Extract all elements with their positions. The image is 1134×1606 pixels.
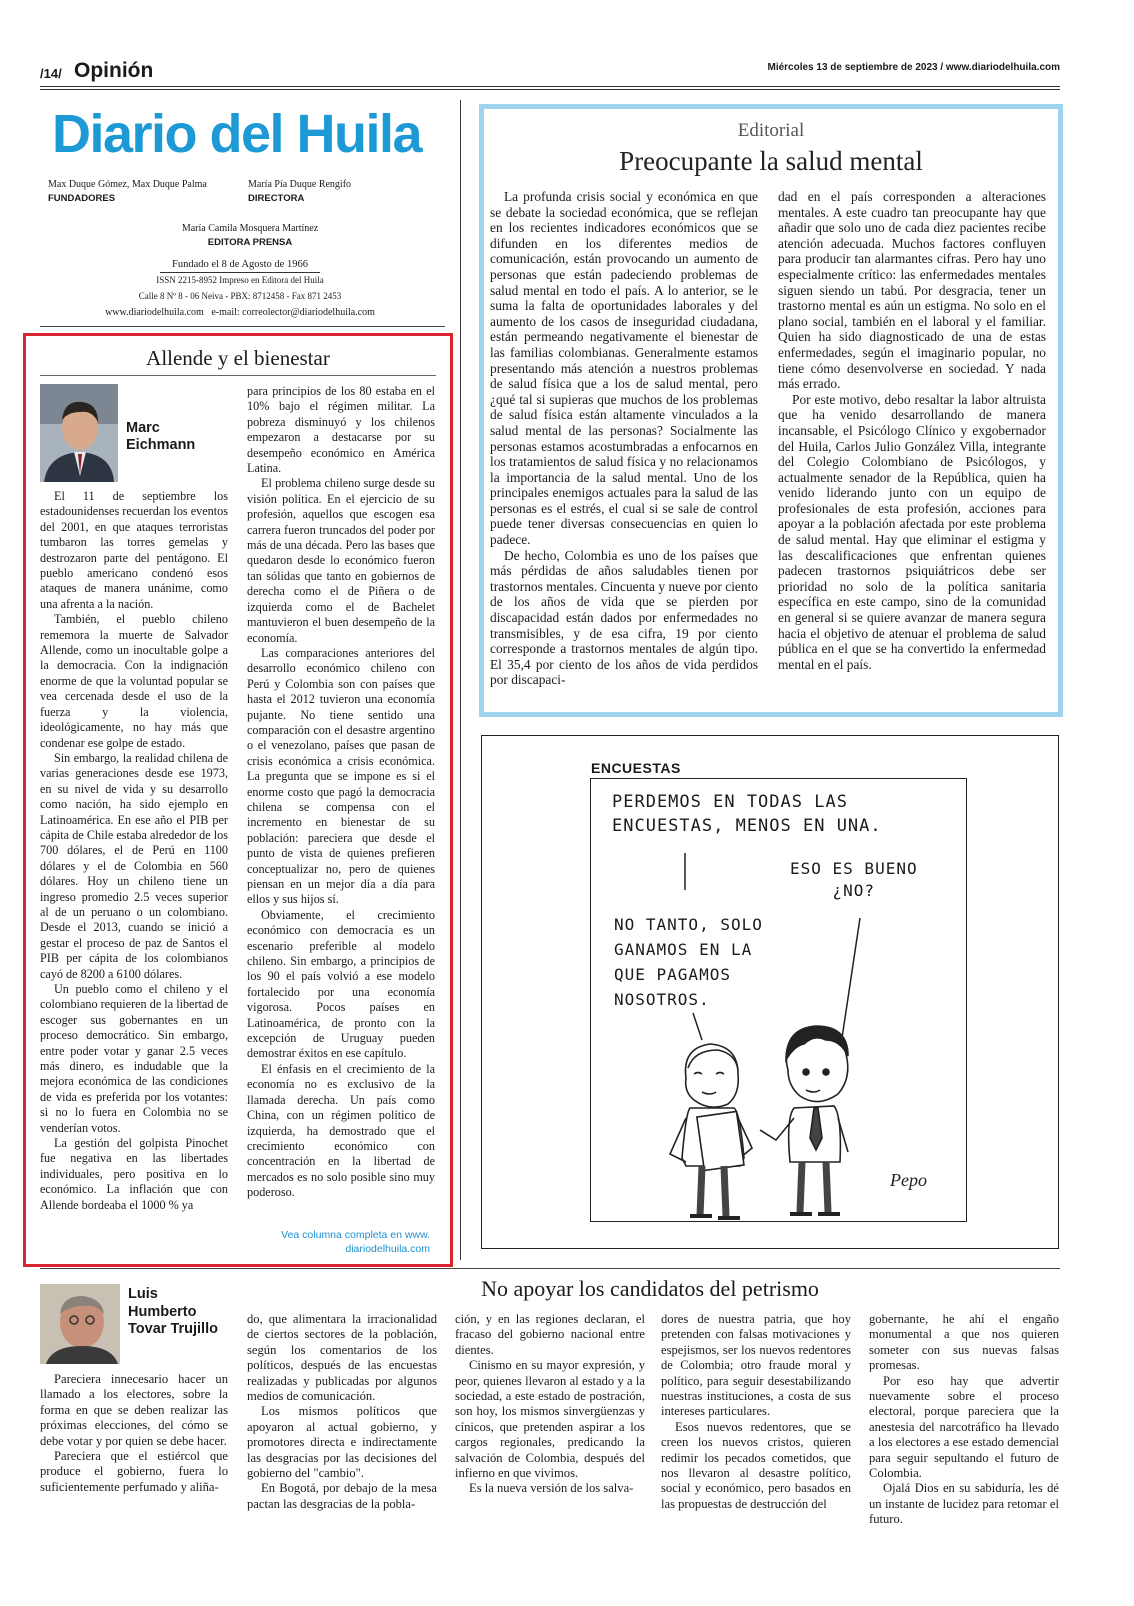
contact-line: www.diariodelhuila.com e-mail: correolector@diariodelhuila.com — [105, 307, 375, 318]
paragraph: Obviamente, el crecimiento económico con democracia es un escenario preferible al modelo chileno. Sin embargo, a principios de los 90 el país volvió a ese modelo fortalecido por una economía vigorosa. Pocos países en Latinoamérica, de pronto con la excepción de Uruguay pueden demostrar éxitos en ese capítulo. — [247, 907, 435, 1061]
paragraph: para principios de los 80 estaba en el 10% bajo el régimen militar. La pobreza disminuyó y los chilenos empezaron a destacarse por su desempeño económico en América Latina. — [247, 384, 435, 476]
bubble-line: NOSOTROS. — [614, 990, 710, 1009]
column1-title-rule — [40, 375, 436, 376]
column1-title: Allende y el bienestar — [146, 346, 330, 370]
founders-label: FUNDADORES — [48, 193, 116, 204]
paragraph: Sin embargo, la realidad chilena de varias generaciones desde ese 1973, en su nivel de vida y su desarrollo como nación, ha sido ejemplo en Latinoamérica. En ese año el PIB per cápita de Chile estaba alrededor de los 700 dólares, el de Perú en 1100 dólares y el de Colombia en 560 dólares. Hoy un chileno tiene un ingreso promedio 2.5 veces superior al de un peruano o un colombiano. Desde el 2013, cuando se inició a gestar el proceso de paz de Santos el PIB per cápita de los colombianos cayó de 8200 a 6100 dólares. — [40, 750, 228, 981]
masthead-rule — [40, 326, 445, 327]
column2-author-photo — [40, 1284, 120, 1364]
paragraph: El énfasis en el crecimiento de la economía no es exclusivo de la llamada derecha. Un país como China, con un régimen político de izquierda, ha demostrado que el crecimiento económico con concentración en la libertad de mercados es no solo posible sino muy poderoso. — [247, 1061, 435, 1200]
paragraph: El problema chileno surge desde su visión política. En el ejercicio de su profesión, aquellos que escogen esa carrera fueron truncados del poder por más de una década. Pero las bases que quedaron desde lo económico fueron tan sólidas que tanto en gobiernos de derecha como el de Piñera o de izquierda como el de Bachelet mantuvieron el buen desempeño de la economía. — [247, 476, 435, 645]
paragraph: Cinismo en su mayor expresión, y peor, quienes llevaron al estado y a la sociedad, a este estado de postración, son hoy, los mismos sinvergüenzas y cínicos, que pretenden aspirar a los cargos regionales, predicando la salvación de Colombia, después del infierno en que vivimos. — [455, 1358, 645, 1481]
bubble-line: PERDEMOS EN TODAS LAS — [612, 792, 848, 812]
editorial-title: Preocupante la salud mental — [619, 146, 923, 176]
column2-text-4 — [661, 1312, 851, 1512]
author-portrait-icon — [40, 384, 118, 482]
editor-name: María Camila Mosquera Martínez — [181, 223, 319, 234]
founders-names: Max Duque Gómez, Max Duque Palma — [48, 179, 207, 190]
column2-author: Luis Humberto Tovar Trujillo — [128, 1286, 218, 1337]
founders-block — [48, 178, 207, 206]
bottom-rule — [40, 1268, 1060, 1269]
bubble-line: ESO ES BUENO — [790, 859, 918, 878]
author-portrait-icon — [40, 1284, 120, 1364]
paragraph: La profunda crisis social y económica en que se debate la sociedad económica, que se reflejan en los recientes indicadores económicos que se difunden en los diferentes medios de comunicación, están provocando un aumento de personas que están padeciendo problemas de salud mental en todo el país. A lo anterior, se le suma la falta de oportunidades laborales y del aumento de los casos de inseguridad ciudadana, están permeando negativamente el bienestar de las familias colombianas. Generalmente estamos presentando más atención a nuestros problemas de salud física que a los de salud mental, pero ¿qué tal si supieras que muchos de los problemas de salud física están altamente vinculados a la salud mental de las personas? Socialmente las personas estamos acostumbradas a enfocarnos en los tratamientos de salud física y no relacionamos la importancia de la salud mental. Uno de los principales enemigos actuales para la salud de las personas es el estrés, el cual si se sale de control puede tener diversas consecuencias en quien lo padece. — [490, 189, 758, 548]
paragraph: do, que alimentara la irracionalidad de ciertos sectores de la población, según los comentarios de los políticos, después de las encuestas realizadas y publicadas por algunos medios de comunicación. — [247, 1312, 437, 1404]
man-reading-figure — [670, 1044, 752, 1218]
header-rule — [40, 86, 1060, 87]
issn-line: ISSN 2215-8952 Impreso en Editora del Huila — [156, 275, 324, 285]
paragraph: ción, y en las regiones declaran, el fracaso del gobierno nacional entre dientes. — [455, 1312, 645, 1357]
paragraph: En Bogotá, por debajo de la mesa pactan las desgracias de la pobla- — [247, 1481, 437, 1511]
column2-text-3 — [455, 1312, 645, 1497]
paragraph: La gestión del golpista Pinochet fue negativa en las libertades individuales, pero positiva en lo económico. La inflación que con Allende bordeaba el 1000 % ya — [40, 1136, 228, 1212]
bubble-line: ENCUESTAS, MENOS EN UNA. — [612, 816, 882, 836]
editorial-left-text — [490, 189, 758, 688]
column2-title: No apoyar los candidatos del petrismo — [481, 1276, 819, 1301]
column1-right-text — [247, 384, 435, 1201]
paragraph: Pareciera innecesario hacer un llamado a los electores, sobre la forma en que se deben realizar las próximas elecciones, del cómo se debe votar y por quien se debe hacer. — [40, 1372, 228, 1448]
paragraph: Esos nuevos redentores, que se creen los nuevos cristos, quieren redimir los pecados cometidos, que nos llevaron al desastre político, social y económico, pero basados en las propuestas de destrucción del — [661, 1419, 851, 1511]
cartoon-title: ENCUESTAS — [591, 760, 681, 776]
paragraph: De hecho, Colombia es uno de los países que más pérdidas de años saludables tienen por trastornos mentales. Cincuenta y nueve por ciento de los años de vida que se pierden por discapacidad están dados por enfermedades no transmisibles, y de esa cifra, 19 por ciento corresponde a trastornos mentales de algún tipo. El 35,4 por ciento de los años de vida perdidos por discapaci- — [490, 547, 758, 688]
paragraph: Ojalá Dios en su sabiduría, les dé un instante de lucidez para retomar el futuro. — [869, 1481, 1059, 1527]
paragraph: Un pueblo como el chileno y el colombiano requieren de la libertad de escoger sus gobernantes en un proceso democrático. Sin embargo, entre poder votar y ganar 2.5 veces más dinero, es indudable que la mejora económica de las condiciones de vida es preferida por los votantes: si no lo fuera en Colombia no se venderían votos. — [40, 982, 228, 1135]
address-line: Calle 8 Nº 8 - 06 Neiva - PBX: 8712458 - Fax 871 2453 — [138, 291, 342, 301]
masthead-logo: Diario del Huila — [52, 104, 422, 164]
bubble-line: QUE PAGAMOS — [614, 965, 731, 984]
bubble-line: NO TANTO, SOLO — [614, 915, 763, 934]
cartoonist-signature: Pepo — [890, 1170, 927, 1190]
paragraph: También, el pueblo chileno rememora la muerte de Salvador Allende, como un inocultable golpe a la democracia. Con la indignación enorme de que la voluntad popular se vea cercenada desde el uso de la fuerza y la violencia, ideológicamente, no hay más que condenar ese golpe de estado. — [40, 612, 228, 750]
header-rule-2 — [40, 89, 1060, 90]
column2-text-1 — [40, 1372, 228, 1495]
page-header — [40, 58, 1060, 86]
editorial-right-text — [778, 189, 1046, 672]
section-title: Opinión — [74, 59, 154, 82]
editor-label: EDITORA PRENSA — [207, 237, 293, 248]
paragraph: Pareciera que el estiércol que produce el gobierno, fuera lo suficientemente perfumado y aliña- — [40, 1449, 228, 1494]
bubble-line: ¿NO? — [832, 881, 876, 900]
cartoon-drawing — [590, 778, 965, 1220]
paragraph: Por eso hay que advertir nuevamente sobre el proceso electoral, porque pareciera que la anestesia del narcotráfico ha llevado a los electores a ese estado demencial para seguir sepultando el futuro de Colombia. — [869, 1373, 1059, 1481]
date-and-site: Miércoles 13 de septiembre de 2023 / www.diariodelhuila.com — [767, 62, 1060, 73]
founded-line: Fundado el 8 de Agosto de 1966 — [160, 258, 320, 273]
paragraph: Por este motivo, debo resaltar la labor altruista que ha venido desarrollando de manera incansable, el Psicólogo Clínico y exgobernador del Huila, Carlos Julio González Villa, integrante del Colegio Colombiano de Psicólogos, y actualmente senador de la República, quien ha venido liderando junto con un equipo de profesionales de esta profesión, acciones para apoyar a la población afectada por este problema de salud mental. Hay que eliminar el estigma y las descalificaciones que enfrentan quienes padecen trastornos psiquiátricos debe ser prioridad no solo de la política sanitaria específica en este campo, sino de la comunidad en general si se quiere avanzar de manera segura hacia el objetivo de atenuar el problema de salud pública en el que se ha convertido la enfermedad mental en el país. — [778, 391, 1046, 672]
bubble-line: GANAMOS EN LA — [614, 940, 753, 959]
paragraph: Los mismos políticos que apoyaron al actual gobierno, y promotores directa e indirectamente las desgracias por las decisiones del gobierno del "cambio". — [247, 1404, 437, 1481]
author-photo — [40, 384, 118, 482]
paragraph: dad en el país corresponden a alteraciones mentales. A este cuadro tan preocupante hay que añadir que solo uno de cada diez pacientes recibe atención adecuada. Muchos factores confluyen para producir tan alarmantes cifras. Pero hay uno especialmente crítico: las enfermedades mentales siguen siendo un tabú. Por desgracia, tener un trastorno mental es aún un estigma. No solo en el plano social, también en el laboral y el familiar. Quien ha sido diagnosticado de una de estas enfermedades, según el imaginario popular, no tiene cómo desenvolverse en sociedad. Y nada más errado. — [778, 189, 1046, 392]
column1-author: Marc Eichmann — [126, 420, 196, 453]
director-label: DIRECTORA — [248, 193, 305, 204]
editorial-kicker: Editorial — [737, 120, 805, 141]
director-name: María Pía Duque Rengifo — [248, 179, 352, 190]
paragraph: Las comparaciones anteriores del desarrollo económico chileno con Perú y Colombia son con países que hasta el 2012 tuvieron una economía pujante. No tiene sentido una comparación con el desastre argentino o el venezolano, países que pasan de crisis económica a crisis económica. La pregunta que se impone es si el enorme costo que pagó la democracia chilena se compensa con el incremento en bienestar de su población: pareciera que desde el punto de vista de quienes prefieren conceptualizar no, pero de quienes piensan en un mejor día a día para ellos y sus hijos sí. — [247, 645, 435, 907]
page-number: /14/ — [40, 66, 62, 81]
vertical-divider — [460, 100, 461, 1260]
director-block — [248, 178, 351, 206]
column1-left-text — [40, 489, 228, 1213]
boy-curly-hair-figure — [760, 1026, 848, 1214]
editor-block — [140, 222, 360, 250]
paragraph: Es la nueva versión de los salva- — [469, 1481, 634, 1496]
column2-text-2 — [247, 1312, 437, 1512]
read-more-link[interactable]: Vea columna completa en www. diariodelhuila.com — [281, 1229, 430, 1255]
paragraph: El 11 de septiembre los estadounidenses recuerdan los eventos del 2001, en que ataques terroristas tumbaron las torres gemelas y destrozaron parte del pentágono. El pueblo americano condenó esos ataques de manera unánime, como una afrenta a la nación. — [40, 489, 228, 611]
column2-text-5 — [869, 1312, 1059, 1528]
paragraph: gobernante, he ahí el engaño monumental a que nos quieren someter con sus nuevas falsas promesas. — [869, 1312, 1059, 1373]
paragraph: dores de nuestra patria, que hoy pretenden con falsas motivaciones y espejismos, ser los nuevos redentores de Colombia; otro fraude moral y político, para seguir desestabilizando nuestras instituciones, a costa de sus intereses particulares. — [661, 1312, 851, 1419]
